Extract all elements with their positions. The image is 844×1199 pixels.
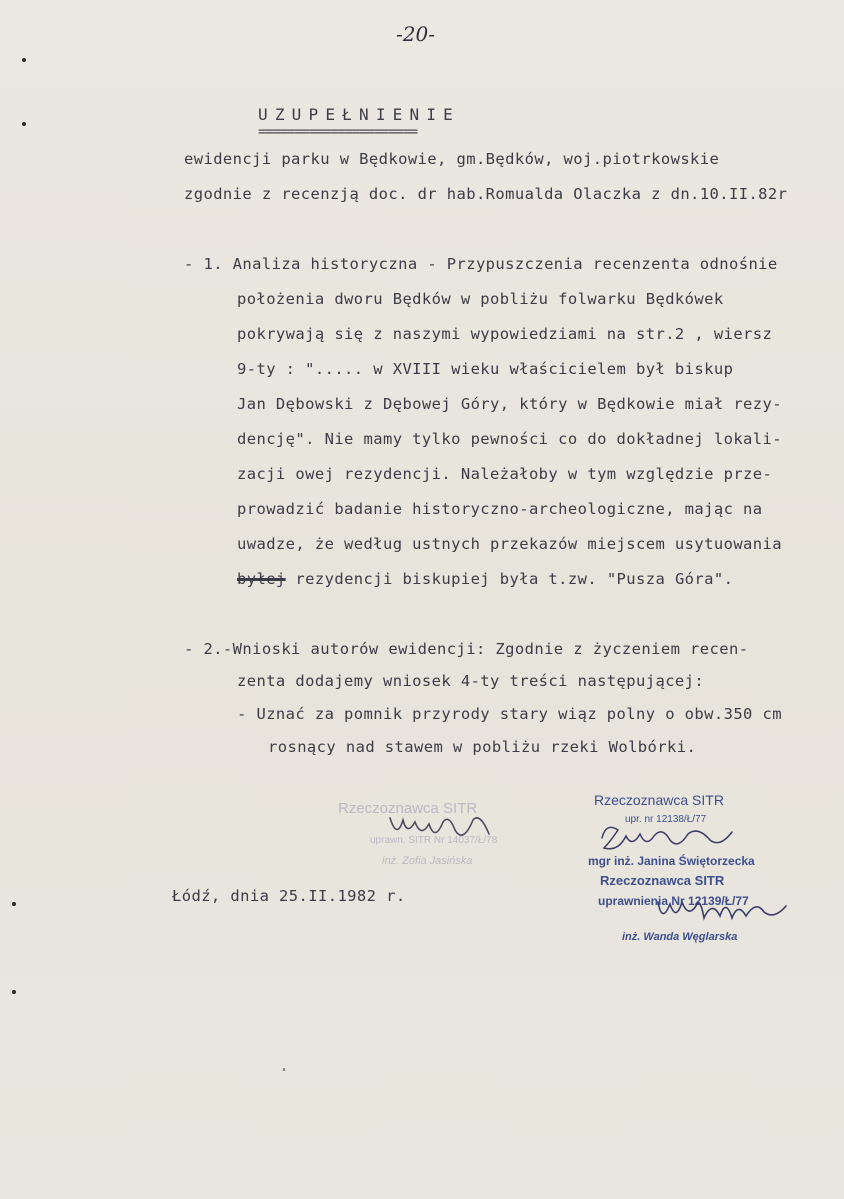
section1-line: zacji owej rezydencji. Należałoby w tym względzie prze- [237,465,773,483]
document-title: UZUPEŁNIENIE [258,105,460,124]
title-underline: ====================== [258,124,418,140]
struck-word: byłej [237,570,286,588]
page-number: -20- [396,22,435,46]
stamp-left-title: Rzeczoznawca SITR [338,800,478,817]
section1-line: Jan Dębowski z Dębowej Góry, który w Będkowie miał rezy- [237,395,782,413]
subtitle-line: zgodnie z recenzją doc. dr hab.Romualda Olaczka z dn.10.II.82r [184,185,788,203]
section2-line: - Uznać za pomnik przyrody stary wiąz polny o obw.350 cm [237,705,782,723]
ink-speck [283,1068,285,1071]
margin-mark [12,990,16,994]
section1-last-line [237,570,733,588]
signature-right-bottom [652,888,792,932]
stamp-right-title-2: Rzeczoznawca SITR [600,873,725,888]
stamp-right-name-2: inż. Wanda Węglarska [622,931,738,943]
stamp-right-title: Rzeczoznawca SITR [594,792,724,808]
stamp-right-license: upr. nr 12138/Ł/77 [625,814,707,825]
date-line: Łódź, dnia 25.II.1982 r. [172,887,406,905]
stamp-right-name: mgr inż. Janina Świętorzecka [588,854,755,868]
stamp-left-license: uprawn. SITR Nr 14037/Ł/78 [370,835,498,846]
section1-line: uwadze, że według ustnych przekazów miejscem usytuowania [237,535,782,553]
section1-line: prowadzić badanie historyczno-archeologiczne, mając na [237,500,763,518]
stamp-left-name: inż. Zofia Jasińska [382,855,473,867]
section2-line: rosnący nad stawem w pobliżu rzeki Wolbórki. [268,738,697,756]
subtitle-line: ewidencji parku w Będkowie, gm.Będków, woj.piotrkowskie [184,150,720,168]
section1-line: - 1. Analiza historyczna - Przypuszczenia recenzenta odnośnie [184,255,778,273]
margin-mark [12,902,16,906]
signature-right-top [592,818,742,858]
section1-line: pokrywają się z naszymi wypowiedziami na str.2 , wiersz [237,325,773,343]
margin-mark [22,58,26,62]
signature-left [385,808,505,848]
section1-line: 9-ty : "..... w XVIII wieku właścicielem był biskup [237,360,734,378]
section1-line: dencję". Nie mamy tylko pewności co do dokładnej lokali- [237,430,782,448]
margin-mark [22,122,26,126]
section1-line: położenia dworu Będków w pobliżu folwarku Będkówek [237,290,724,308]
last-line-text: rezydencji biskupiej była t.zw. "Pusza Góra". [285,570,734,588]
section2-line: zenta dodajemy wniosek 4-ty treści następującej: [237,672,705,690]
section2-line: - 2.-Wnioski autorów ewidencji: Zgodnie z życzeniem recen- [184,640,749,658]
stamp-right-license-2: uprawnienia Nr 12139/Ł/77 [598,894,749,908]
